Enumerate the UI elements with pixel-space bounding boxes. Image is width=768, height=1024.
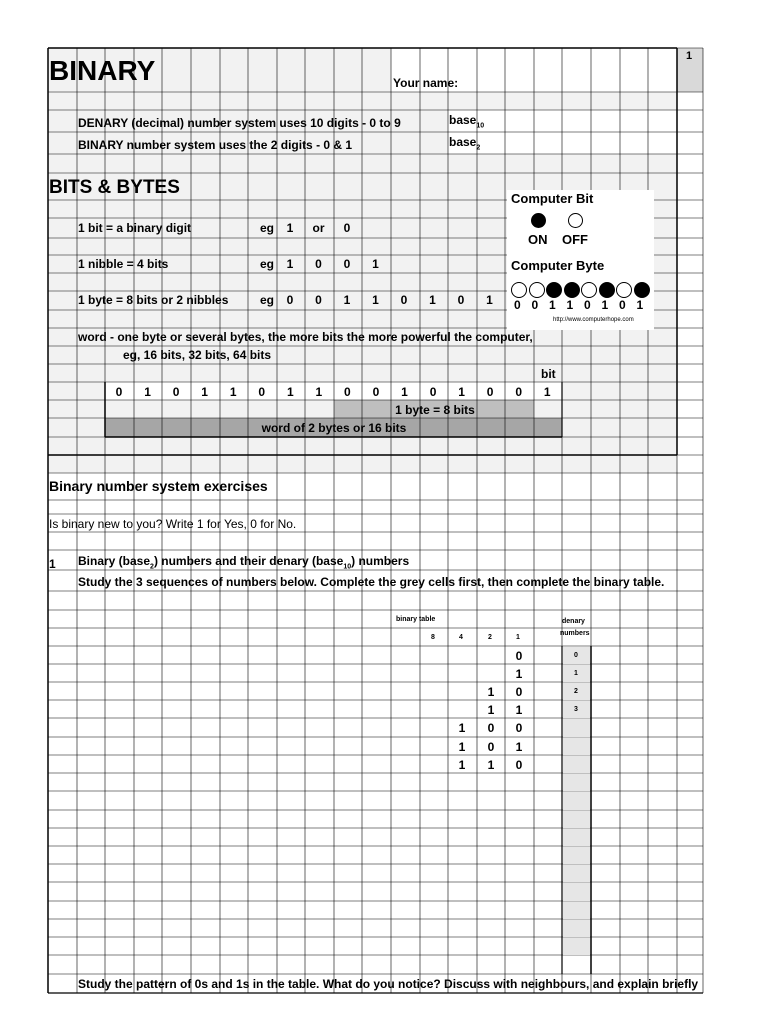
word-example: eg, 16 bits, 32 bits, 64 bits (123, 348, 272, 362)
byte-example-digit: 1 (343, 293, 351, 307)
computer-byte-title: Computer Byte (511, 258, 605, 273)
word-bit-digit: 1 (201, 385, 208, 399)
bit-on-icon (546, 282, 562, 298)
bit-on-icon (634, 282, 650, 298)
byte-example-digit: 0 (315, 293, 322, 307)
byte-digit-label: 1 (601, 298, 609, 312)
question-text: Is binary new to you? Write 1 for Yes, 0 for No. (49, 517, 297, 531)
denary-grey-cell (563, 920, 590, 937)
denary-value[interactable]: 2 (574, 688, 578, 695)
binary-table-digit: 0 (487, 721, 495, 735)
credit-text: http://www.computerhope.com (553, 317, 634, 323)
word-bit-digit: 1 (144, 385, 151, 399)
binary-table-digit: 1 (515, 740, 523, 754)
binary-table-digit: 1 (458, 740, 466, 754)
denary-value[interactable]: 0 (574, 652, 578, 659)
your-name-label: Your name: (393, 76, 459, 90)
word-bit-digit: 1 (229, 385, 237, 399)
your-name-field[interactable] (480, 72, 675, 90)
word-bit-digit: 0 (515, 385, 523, 399)
binary-column-header: 8 (431, 634, 435, 641)
binary-column-header: 1 (516, 634, 520, 641)
denary-grey-cell (563, 883, 590, 901)
byte-example-digit: 0 (457, 293, 465, 307)
binary-column-header: 4 (459, 634, 463, 641)
denary-grey-cell (563, 774, 590, 791)
binary-table-digit: 0 (515, 685, 523, 699)
bit-label: bit (541, 367, 556, 381)
bit-on-icon (531, 213, 546, 228)
off-label: OFF (562, 232, 588, 247)
word-bit-digit: 0 (429, 385, 437, 399)
nibble-example-digit: 0 (315, 257, 322, 271)
word-bit-digit: 0 (172, 385, 180, 399)
bit-example-digit: 0 (343, 221, 351, 235)
denary-grey-cell (563, 847, 590, 864)
byte-example-digit: 0 (286, 293, 294, 307)
eg-label: eg (260, 221, 275, 235)
binary-table-digit: 0 (515, 721, 523, 735)
byte-definition: 1 byte = 8 bits or 2 nibbles (78, 293, 229, 307)
nibble-example-digit: 1 (286, 257, 294, 271)
byte-example-digit: 1 (486, 293, 493, 307)
instructions: Study the 3 sequences of numbers below. Complete the grey cells first, then complete the binary table. (78, 575, 665, 589)
bit-on-icon (599, 282, 615, 298)
binary-table-digit: 1 (458, 721, 466, 735)
binary-definition: BINARY number system uses the 2 digits - 0 & 1 (78, 138, 353, 152)
byte-digit-label: 1 (549, 298, 556, 312)
word-bit-digit: 1 (543, 385, 551, 399)
nibble-example-digit: 1 (372, 257, 379, 271)
binary-table-digit: 0 (487, 740, 495, 754)
bit-on-icon (564, 282, 580, 298)
byte-digit-label: 0 (584, 298, 591, 312)
byte-digit-label: 0 (531, 298, 539, 312)
nibble-example-digit: 0 (343, 257, 351, 271)
bit-off-icon (511, 282, 527, 298)
word-bit-digit: 0 (258, 385, 266, 399)
word-bit-digit: 1 (458, 385, 465, 399)
page-title: BINARY (49, 55, 156, 86)
word-bar-label: word of 2 bytes or 16 bits (261, 421, 407, 435)
word-bit-digit: 0 (372, 385, 380, 399)
word-definition: word - one byte or several bytes, the more bits the more powerful the computer, (78, 330, 533, 344)
bits-bytes-title: BITS & BYTES (49, 177, 180, 198)
byte-digit-label: 0 (619, 298, 626, 312)
denary-grey-cell (563, 938, 590, 955)
denary-label: denary (562, 618, 585, 625)
bit-example-digit: or (312, 221, 325, 235)
denary-value[interactable]: 1 (574, 670, 578, 677)
base2-label: base$_2$ (449, 135, 481, 152)
bit-example-digit: 1 (286, 221, 294, 235)
binary-table-digit: 0 (515, 758, 523, 772)
q1-heading: Binary (base$_2$) numbers and their denary (base$_{10}$) numbers (78, 554, 410, 571)
nibble-definition: 1 nibble = 4 bits (78, 257, 169, 271)
eg-label: eg (260, 257, 275, 271)
computer-bit-graphic (507, 190, 654, 330)
denary-grey-cell (563, 719, 590, 737)
byte-digit-label: 1 (566, 298, 574, 312)
bit-off-icon (529, 282, 545, 298)
denary-grey-cell (563, 829, 590, 846)
byte-example-digit: 1 (429, 293, 436, 307)
binary-table-digit: 1 (487, 703, 495, 717)
binary-table-digit: 1 (487, 758, 495, 772)
byte-example-digit: 1 (372, 293, 379, 307)
word-bit-digit: 0 (344, 385, 351, 399)
denary-grey-cell (563, 902, 590, 919)
word-bit-digit: 1 (315, 385, 323, 399)
eg-label: eg (260, 293, 275, 307)
byte-bar-label: 1 byte = 8 bits (395, 403, 475, 417)
byte-example-digit: 0 (400, 293, 408, 307)
denary-grey-cell (563, 792, 590, 810)
binary-table-digit: 1 (515, 703, 523, 717)
bit-off-icon (616, 282, 632, 298)
numbers-label: numbers (560, 630, 590, 637)
binary-table-label: binary table (396, 616, 436, 623)
computer-bit-title: Computer Bit (511, 191, 594, 206)
binary-table-digit: 1 (458, 758, 466, 772)
byte-digit-label: 0 (514, 298, 521, 312)
answer-cell[interactable] (334, 514, 362, 532)
word-bit-digit: 1 (286, 385, 294, 399)
denary-grey-cell (563, 756, 590, 773)
on-label: ON (528, 232, 548, 247)
exercises-title: Binary number system exercises (49, 478, 268, 494)
denary-grey-cell (563, 738, 590, 755)
word-bit-digit: 0 (486, 385, 494, 399)
q1-number: 1 (49, 557, 56, 571)
bit-off-icon (581, 282, 597, 298)
binary-table-digit: 0 (515, 649, 523, 663)
denary-definition: DENARY (decimal) number system uses 10 digits - 0 to 9 (78, 116, 401, 130)
footer-instructions: Study the pattern of 0s and 1s in the table. What do you notice? Discuss with neighbours, and explain briefly (78, 977, 699, 991)
word-bit-digit: 1 (401, 385, 408, 399)
binary-table-digit: 1 (487, 685, 495, 699)
bit-definition: 1 bit = a binary digit (78, 221, 192, 235)
word-bit-digit: 0 (115, 385, 123, 399)
denary-grey-cell (563, 811, 590, 828)
denary-value[interactable]: 3 (574, 706, 578, 713)
binary-table-digit: 1 (515, 667, 523, 681)
bit-off-icon (568, 213, 583, 228)
byte-digit-label: 1 (636, 298, 644, 312)
base10-label: base$_{10}$ (449, 113, 485, 130)
binary-column-header: 2 (488, 634, 492, 641)
denary-grey-cell (563, 865, 590, 882)
page-number: 1 (686, 50, 693, 62)
